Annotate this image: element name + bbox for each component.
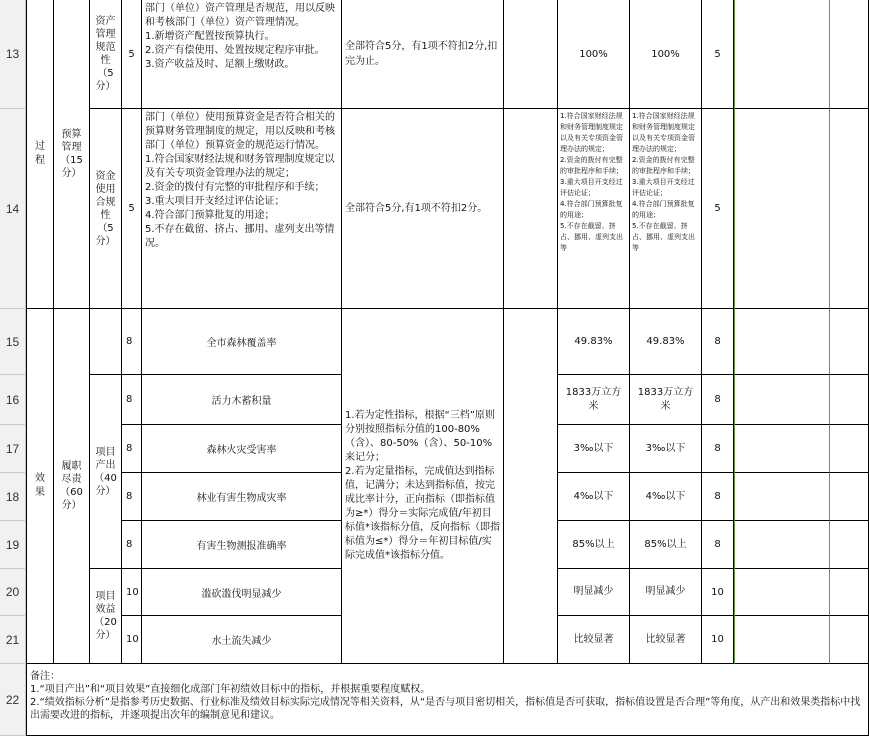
indicator-17-score: 8 <box>126 443 133 454</box>
row13-name: 资产 管理 规范 性 （5 分） <box>95 16 116 92</box>
indicator-18-extra-cell[interactable] <box>734 473 830 521</box>
stage-effect-label: 效 果 <box>35 473 45 498</box>
indicator-16-target-cell[interactable] <box>558 375 630 425</box>
indicator-19-actual: 85%以上 <box>644 538 687 550</box>
indicator-19-target: 85%以上 <box>572 538 615 550</box>
indicator-19-score: 8 <box>126 539 133 550</box>
indicator-19-target-cell[interactable] <box>558 521 630 569</box>
indicator-19-score-cell[interactable] <box>122 521 142 569</box>
indicator-16-score: 8 <box>126 394 133 405</box>
row13-score-cell[interactable] <box>122 0 142 109</box>
row14-rule-cell[interactable] <box>342 109 504 309</box>
indicator-20-target: 明显减少 <box>573 586 614 597</box>
row13-actual-cell[interactable] <box>630 0 702 109</box>
indicator-20-name-cell[interactable] <box>142 569 342 616</box>
row14-name: 资金 使用 合规 性 （5 分） <box>95 170 116 247</box>
indicator-17-got: 8 <box>714 443 721 454</box>
row14-score: 5 <box>128 203 135 214</box>
indicator-19-got: 8 <box>714 539 721 550</box>
indicator-19-extra-cell[interactable] <box>734 521 830 569</box>
indicator-15-actual: 49.83% <box>646 335 685 347</box>
indicator-20-name: 滥砍滥伐明显减少 <box>201 588 282 600</box>
stage-effect-cell[interactable] <box>26 309 54 664</box>
indicator-21-name-cell[interactable] <box>142 616 342 664</box>
stage-process-cell[interactable] <box>26 0 54 309</box>
indicator-21-target: 比较显著 <box>573 633 614 645</box>
indicator-18-actual: 4‰以下 <box>645 490 686 502</box>
row13-desc-cell[interactable] <box>142 0 342 109</box>
output-group-label: 项目 产出 （40 分） <box>94 446 117 497</box>
indicator-16-actual-cell[interactable] <box>630 375 702 425</box>
indicator-16-name: 活力木蓄积量 <box>211 396 272 407</box>
indicator-16-name-cell[interactable] <box>142 375 342 425</box>
row-header-16[interactable]: 16 <box>0 375 26 425</box>
row13-got: 5 <box>714 48 721 60</box>
indicator-20-got-cell[interactable] <box>702 569 734 616</box>
indicator-21-target-cell[interactable] <box>558 616 630 664</box>
indicator-21-actual: 比较显著 <box>645 633 686 645</box>
indicator-15-name: 全市森林覆盖率 <box>206 338 277 349</box>
indicator-16-got-cell[interactable] <box>702 375 734 425</box>
row-header-19[interactable]: 19 <box>0 521 26 569</box>
notes-text: 备注： 1.“项目产出”和“项目效果”直接细化成部门年初绩效目标中的指标，并根据重要程度赋权。 2.“绩效指标分析”是指参考历史数据、行业标准及绩效目标实际完成情况等相关资料，从“是否与项目密切相关，指标值是否可获取，指标值设置是否合理”等角度，从产出和效果类指标中找出需要改进的指标，并逐项提出次年的编制意见和建议。 <box>30 671 861 721</box>
indicator-21-got: 10 <box>711 634 724 645</box>
row-header-21[interactable]: 21 <box>0 616 26 664</box>
row13-name-cell[interactable] <box>90 0 122 109</box>
output-group-cell[interactable] <box>90 375 122 569</box>
row13-got-cell[interactable] <box>702 0 734 109</box>
stage-process-label: 过 程 <box>35 141 45 166</box>
indicator-20-score-cell[interactable] <box>122 569 142 616</box>
indicator-15-tail-cell[interactable] <box>830 309 869 375</box>
effect-group-cell[interactable] <box>90 569 122 664</box>
indicator-17-got-cell[interactable] <box>702 425 734 473</box>
row-header-15[interactable]: 15 <box>0 309 26 375</box>
row13-blank-cell[interactable] <box>504 0 558 109</box>
indicator-17-actual: 3‰以下 <box>645 442 686 454</box>
indicator-18-got: 8 <box>714 491 721 502</box>
indicator-21-extra-cell[interactable] <box>734 616 830 664</box>
indicator-15-extra-cell[interactable] <box>734 309 830 375</box>
indicator-19-name-cell[interactable] <box>142 521 342 569</box>
row14-name-cell[interactable] <box>90 109 122 309</box>
indicator-19-tail-cell[interactable] <box>830 521 869 569</box>
indicator-17-target-cell[interactable] <box>558 425 630 473</box>
indicator-15-target-cell[interactable] <box>558 309 630 375</box>
indicator-16-tail-cell[interactable] <box>830 375 869 425</box>
indicator-17-score-cell[interactable] <box>122 425 142 473</box>
indicator-18-actual-cell[interactable] <box>630 473 702 521</box>
row14-got-cell[interactable] <box>702 109 734 309</box>
row14-tail-cell[interactable] <box>830 109 869 309</box>
effect-group-label: 项目 效益 （20 分） <box>94 591 117 641</box>
row13-target: 100% <box>579 48 608 60</box>
row-header-17[interactable]: 17 <box>0 425 26 473</box>
indicator-17-extra-cell[interactable] <box>734 425 830 473</box>
indicator-21-actual-cell[interactable] <box>630 616 702 664</box>
perf-output-label: 履职 尽责 （60 分） <box>60 461 83 511</box>
indicator-20-extra-cell[interactable] <box>734 569 830 616</box>
indicator-20-target-cell[interactable] <box>558 569 630 616</box>
row14-got: 5 <box>714 203 721 214</box>
perf-output-cell[interactable] <box>54 309 90 664</box>
indicator-18-target-cell[interactable] <box>558 473 630 521</box>
indicator-20-score: 10 <box>126 586 139 598</box>
row14-desc-cell[interactable] <box>142 109 342 309</box>
indicator-17-tail-cell[interactable] <box>830 425 869 473</box>
row14-actual-cell[interactable] <box>630 109 702 309</box>
row-header-18[interactable]: 18 <box>0 473 26 521</box>
indicator-19-name: 有害生物测报准确率 <box>196 541 287 552</box>
budget-mgmt-label: 预算 管理 （15 分） <box>60 129 83 179</box>
indicator-21-score: 10 <box>126 634 139 645</box>
indicator-20-actual: 明显减少 <box>645 586 686 597</box>
row13-actual: 100% <box>651 48 680 60</box>
row-header-13[interactable]: 13 <box>0 0 26 109</box>
indicator-19-actual-cell[interactable] <box>630 521 702 569</box>
indicator-19-got-cell[interactable] <box>702 521 734 569</box>
indicator-17-target: 3‰以下 <box>573 442 614 454</box>
indicator-rule: 1.若为定性指标，根据“三档”原则分别按照指标分值的100-80%（含）、80-50%（含）、50-10%来记分； 2.若为定量指标，完成值达到指标值，记满分；未达到指标值，按完成比率计分，正向指标（即指标值为≥*）得分＝实际完成值/年初目标值*该指标分值，反向指标（即指标值为≤*）得分＝年初目标值/实际完成值*该指标分值。 <box>345 410 500 561</box>
indicator-20-got: 10 <box>711 586 724 598</box>
indicator-21-name: 水土流失减少 <box>211 636 272 647</box>
indicator-18-tail-cell[interactable] <box>830 473 869 521</box>
row14-blank-cell[interactable] <box>504 109 558 309</box>
indicator-blank-cell[interactable] <box>504 309 558 664</box>
indicator-16-score-cell[interactable] <box>122 375 142 425</box>
indicator-rule-cell[interactable] <box>342 309 504 664</box>
indicator-16-target: 1833万立方米 <box>565 386 622 412</box>
indicator-16-got: 8 <box>714 394 721 405</box>
notes-cell[interactable] <box>26 664 869 736</box>
indicator-15-got: 8 <box>714 336 721 347</box>
indicator-17-name: 森林火灾受害率 <box>206 445 277 456</box>
indicator-18-target: 4‰以下 <box>573 490 614 502</box>
indicator-21-tail-cell[interactable] <box>830 616 869 664</box>
indicator-20-actual-cell[interactable] <box>630 569 702 616</box>
row14-target: 1.符合国家财经法规和财务管理制度规定以及有关专项资金管理办法的规定； 2.资金的拨付有完整的审批程序和手续； 3.重大项目开支经过评估论证； 4.符合部门预算批复的用途； 5.不存在截留、挤占、挪用、虚列支出等 <box>560 112 623 252</box>
row13-rule: 全部符合5分，有1项不符扣2分,扣完为止。 <box>345 41 498 67</box>
row13-tail-cell[interactable] <box>830 0 869 109</box>
row-header-14[interactable]: 14 <box>0 109 26 309</box>
indicator-21-got-cell[interactable] <box>702 616 734 664</box>
indicator-15-score-cell[interactable] <box>122 309 142 375</box>
row13-desc: 部门（单位）资产管理是否规范，用以反映和考核部门（单位）资产管理情况。 1.新增资产配置按预算执行。 2.资产有偿使用、处置按规定程序审批。 3.资产收益及时、足额上缴财政。 <box>145 3 335 70</box>
indicator-17-actual-cell[interactable] <box>630 425 702 473</box>
indicator-18-score: 8 <box>126 491 133 502</box>
row-header-22[interactable]: 22 <box>0 664 26 736</box>
row14-desc: 部门（单位）使用预算资金是否符合相关的预算财务管理制度的规定，用以反映和考核部门（单位）预算资金的规范运行情况。 1.符合国家财经法规和财务管理制度规定以及有关专项资金管理办法的规定； 2.资金的拨付有完整的审批程序和手续； 3.重大项目开支经过评估论证； 4.符合部门预算批复的用途； 5.不存在截留、挤占、挪用、虚列支出等情况。 <box>145 112 335 249</box>
indicator-21-score-cell[interactable] <box>122 616 142 664</box>
row14-rule: 全部符合5分,有1项不符扣2分。 <box>345 203 488 214</box>
row13-rule-cell[interactable] <box>342 0 504 109</box>
indicator-18-score-cell[interactable] <box>122 473 142 521</box>
indicator-15-actual-cell[interactable] <box>630 309 702 375</box>
row13-extra-cell[interactable] <box>734 0 830 109</box>
indicator-17-name-cell[interactable] <box>142 425 342 473</box>
row14-extra-cell[interactable] <box>734 109 830 309</box>
indicator-15-name-cell[interactable] <box>142 309 342 375</box>
indicator-15-got-cell[interactable] <box>702 309 734 375</box>
indicator-20-tail-cell[interactable] <box>830 569 869 616</box>
indicator-16-extra-cell[interactable] <box>734 375 830 425</box>
row13-score: 5 <box>128 48 135 60</box>
indicator-18-name: 林业有害生物成灾率 <box>196 493 287 504</box>
budget-mgmt-cell[interactable] <box>54 0 90 309</box>
indicator-16-actual: 1833万立方米 <box>637 386 694 412</box>
row13-target-cell[interactable] <box>558 0 630 109</box>
row14-target-cell[interactable] <box>558 109 630 309</box>
row14-score-cell[interactable] <box>122 109 142 309</box>
indicator-15-score: 8 <box>126 336 133 347</box>
indicator-18-name-cell[interactable] <box>142 473 342 521</box>
indicator-18-got-cell[interactable] <box>702 473 734 521</box>
row-header-20[interactable]: 20 <box>0 569 26 616</box>
row14-actual: 1.符合国家财经法规和财务管理制度规定以及有关专项资金管理办法的规定； 2.资金的拨付有完整的审批程序和手续； 3.重大项目开支经过评估论证； 4.符合部门预算批复的用途； 5.不存在截留、挤占、挪用、虚列支出等 <box>632 112 695 252</box>
indicator-15-target: 49.83% <box>574 335 613 347</box>
row15-group-cell[interactable] <box>90 309 122 375</box>
